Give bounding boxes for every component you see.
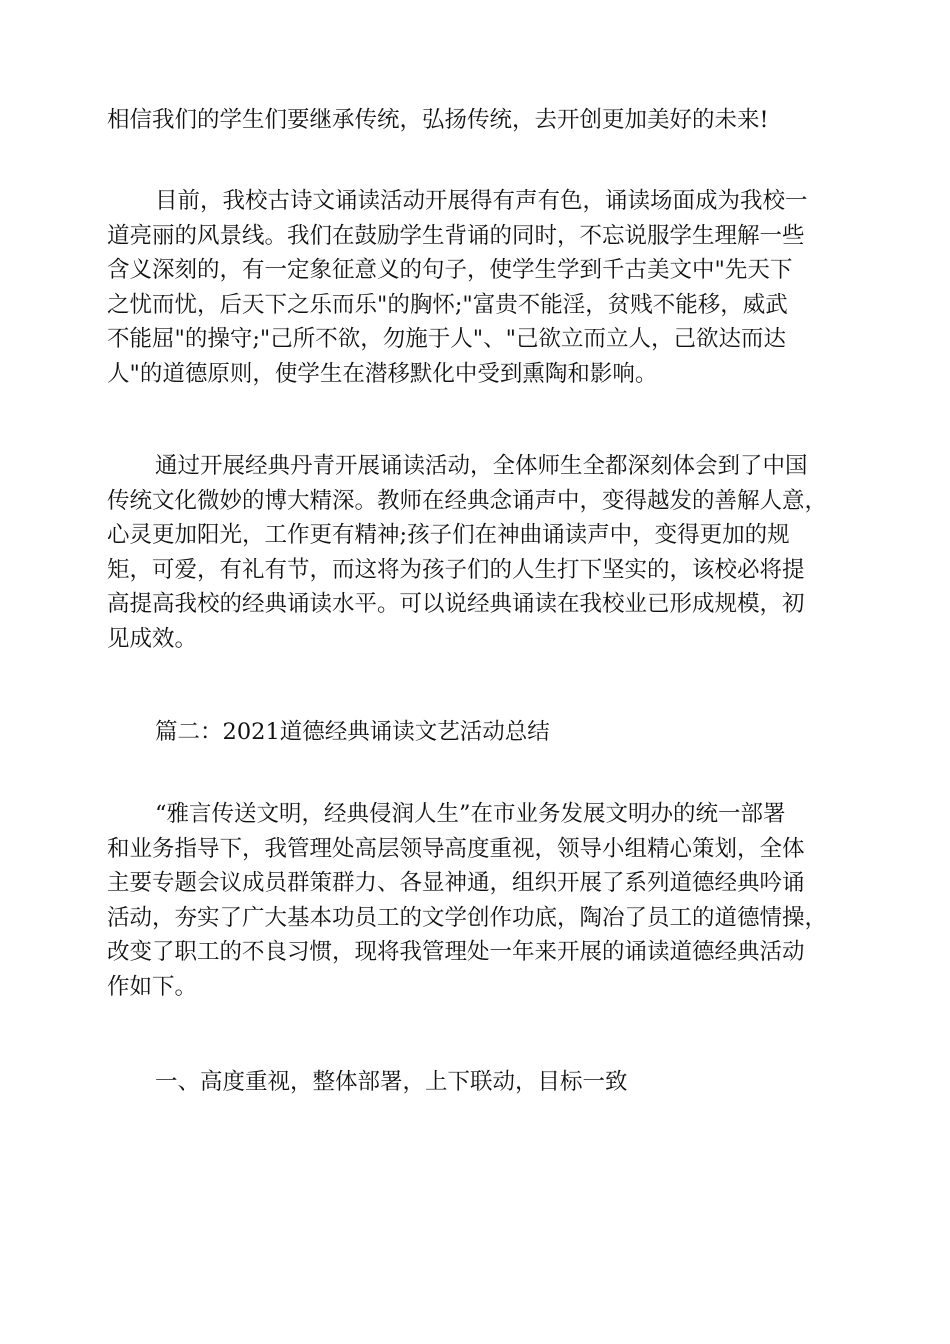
text-line: 高提高我校的经典诵读水平。可以说经典诵读在我校业已形成规模，初 (107, 591, 805, 617)
text-line: 之忧而忧，后天下之乐而乐"的胸怀;"富贵不能淫，贫贱不能移，威武 (107, 291, 788, 318)
text-line: 篇二：2021道德经典诵读文艺活动总结 (155, 719, 550, 745)
text-line: 通过开展经典丹青开展诵读活动，全体师生全都深刻体会到了中国 (155, 453, 808, 479)
text-line: 和业务指导下，我管理处高层领导高度重视，领导小组精心策划，全体 (107, 835, 805, 862)
section-heading-2 (107, 715, 847, 750)
text-line: 作如下。 (107, 973, 198, 1000)
text-line: “雅言传送文明，经典侵润人生”在市业务发展文明办的统一部署 (155, 801, 786, 827)
text-line: 主要专题会议成员群策群力、各显神通，组织开展了系列道德经典吟诵 (107, 870, 805, 896)
paragraph-4 (107, 797, 847, 1004)
text-line: 活动，夯实了广大基本功员工的文学创作功底，陶冶了员工的道德情操， (107, 904, 828, 931)
text-line: 不能屈"的操守;"己所不欲，勿施于人"、"己欲立而立人，己欲达而达 (107, 326, 786, 352)
section-heading-1 (107, 1065, 847, 1100)
paragraph-1 (107, 103, 847, 138)
text-line: 相信我们的学生们要继承传统，弘扬传统，去开创更加美好的未来! (107, 107, 769, 133)
text-line: 改变了职工的不良习惯，现将我管理处一年来开展的诵读道德经典活动 (107, 939, 805, 965)
text-line: 道亮丽的风景线。我们在鼓励学生背诵的同时，不忘说服学生理解一些 (107, 222, 805, 249)
text-line: 人"的道德原则，使学生在潜移默化中受到熏陶和影响。 (107, 360, 658, 387)
text-line: 传统文化微妙的博大精深。教师在经典念诵声中，变得越发的善解人意， (107, 487, 828, 514)
text-line: 见成效。 (107, 625, 198, 652)
paragraph-3 (107, 449, 847, 656)
text-line: 目前，我校古诗文诵读活动开展得有声有色，诵读场面成为我校一 (155, 188, 808, 214)
paragraph-2 (107, 184, 847, 391)
text-line: 含义深刻的，有一定象征意义的句子，使学生学到千古美文中"先天下 (107, 257, 793, 283)
text-line: 心灵更加阳光，工作更有精神;孩子们在神曲诵读声中，变得更加的规 (107, 522, 790, 548)
text-line: 一、高度重视，整体部署，上下联动，目标一致 (155, 1069, 628, 1095)
text-line: 矩，可爱，有礼有节，而这将为孩子们的人生打下坚实的，该校必将提 (107, 556, 805, 583)
